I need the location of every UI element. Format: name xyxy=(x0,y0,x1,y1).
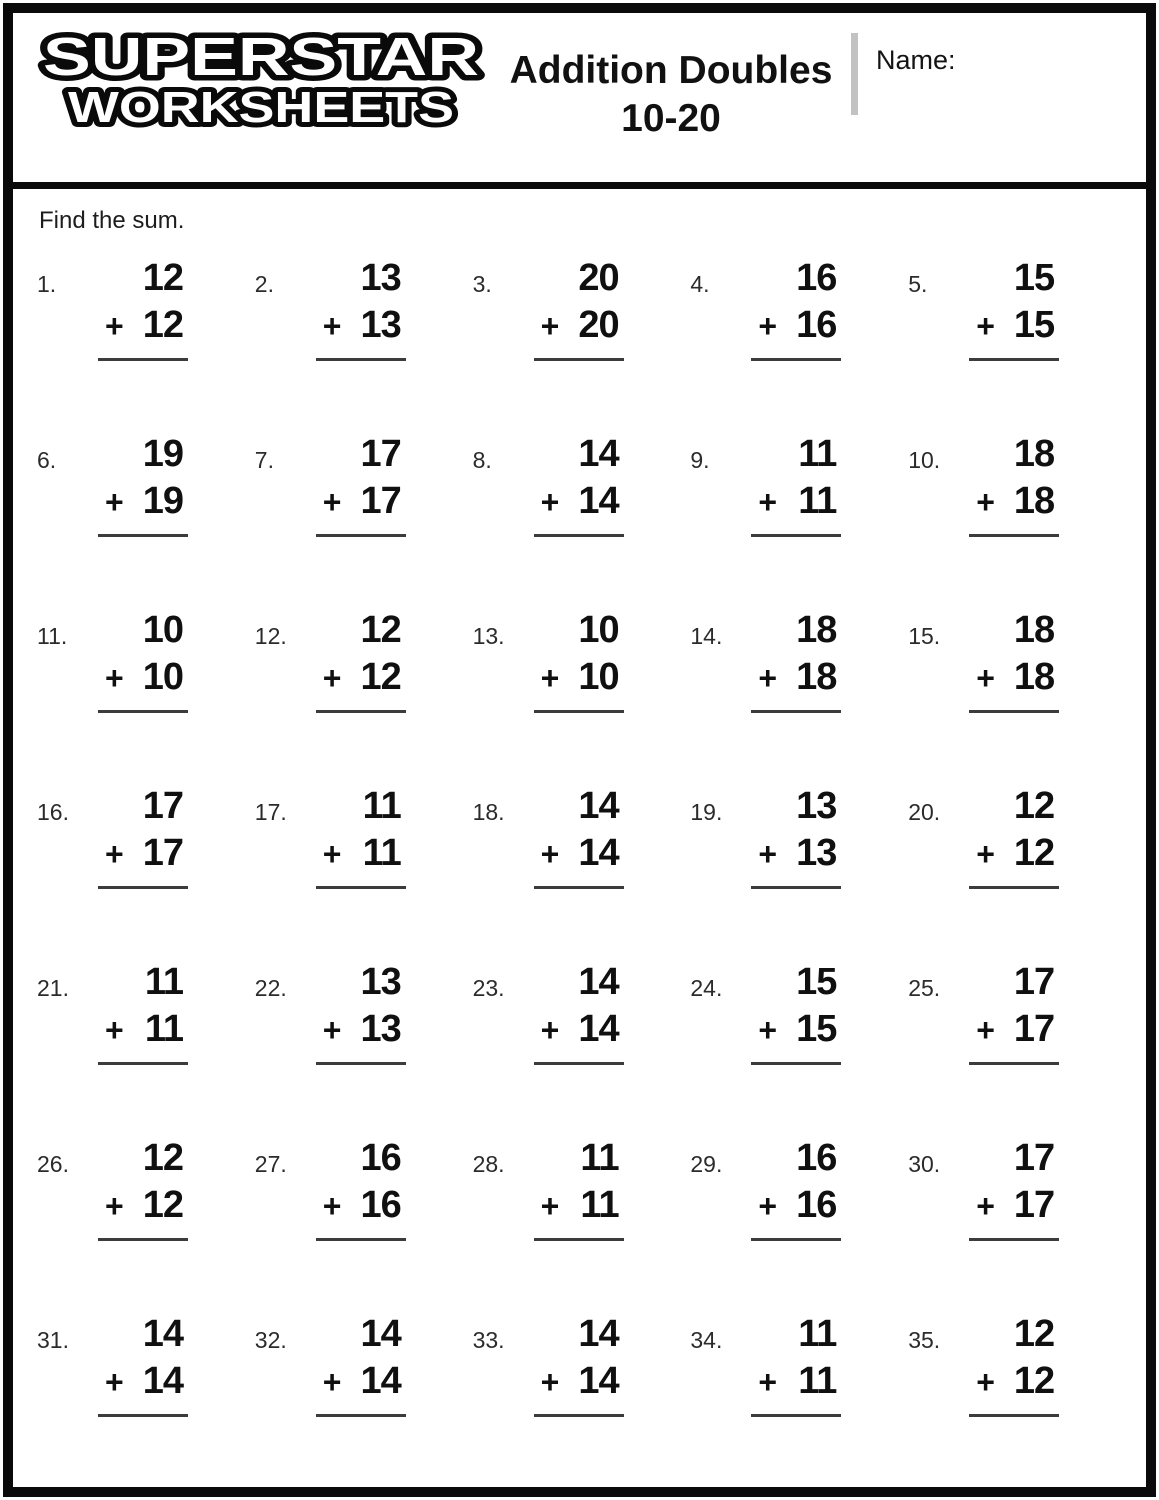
bottom-addend-row xyxy=(758,655,837,698)
problem xyxy=(255,421,473,597)
problem-number: 1. xyxy=(37,271,57,297)
bottom-addend-row xyxy=(540,479,619,522)
bottom-addend: 16 xyxy=(360,1183,401,1226)
bottom-addend-row xyxy=(758,1359,837,1402)
problem xyxy=(37,245,255,421)
bottom-addend: 15 xyxy=(1013,303,1055,346)
problem-number: 18. xyxy=(472,799,505,825)
bottom-addend-row xyxy=(540,831,619,874)
problem xyxy=(690,1125,908,1301)
top-addend: 11 xyxy=(580,1137,619,1179)
problem-work xyxy=(976,259,1054,361)
bottom-addend: 17 xyxy=(360,479,401,522)
bottom-addend-row xyxy=(758,831,837,874)
problem-work xyxy=(323,963,401,1065)
top-addend: 13 xyxy=(796,785,837,827)
problem xyxy=(37,421,255,597)
bottom-addend: 20 xyxy=(578,303,619,346)
bottom-addend: 18 xyxy=(796,655,837,698)
problem-number: 8. xyxy=(472,447,492,473)
top-addend: 12 xyxy=(1013,785,1055,827)
answer-line xyxy=(316,1414,406,1417)
top-addend: 12 xyxy=(142,1137,183,1179)
bottom-addend-row xyxy=(540,303,619,346)
bottom-addend: 12 xyxy=(142,303,183,346)
answer-line xyxy=(969,534,1059,537)
worksheet-page xyxy=(3,3,1156,1497)
problem-number: 33. xyxy=(472,1327,505,1353)
top-addend: 14 xyxy=(578,1313,619,1355)
name-field-area xyxy=(851,33,1159,115)
plus-icon: + xyxy=(540,483,560,520)
superstar-worksheets-logo xyxy=(31,29,491,142)
problem xyxy=(255,949,473,1125)
problem-number: 3. xyxy=(472,271,492,297)
answer-line xyxy=(969,710,1059,713)
answer-line xyxy=(98,534,188,537)
bottom-addend: 17 xyxy=(1013,1007,1055,1050)
bottom-addend: 13 xyxy=(796,831,837,874)
problem-number: 30. xyxy=(908,1151,941,1177)
problem xyxy=(690,949,908,1125)
bottom-addend: 12 xyxy=(1013,1359,1055,1402)
problem-work xyxy=(105,1315,183,1417)
problem-number: 4. xyxy=(690,271,710,297)
problem-work xyxy=(541,611,619,713)
top-addend: 13 xyxy=(360,257,401,299)
problem-work xyxy=(758,435,836,537)
bottom-addend-row xyxy=(758,1007,837,1050)
problems-grid xyxy=(37,245,1126,1477)
answer-line xyxy=(751,1414,841,1417)
plus-icon: + xyxy=(322,659,342,696)
worksheet-header xyxy=(13,13,1146,189)
plus-icon: + xyxy=(976,307,995,344)
problem-number: 7. xyxy=(254,447,274,473)
answer-line xyxy=(316,886,406,889)
top-addend: 14 xyxy=(142,1313,183,1355)
answer-line xyxy=(969,358,1059,361)
plus-icon: + xyxy=(976,1363,995,1400)
problem xyxy=(37,1125,255,1301)
bottom-addend-row xyxy=(105,479,183,522)
problem-work xyxy=(758,259,836,361)
problem-number: 13. xyxy=(472,623,505,649)
problem xyxy=(690,773,908,949)
problem xyxy=(473,1301,691,1477)
problem-work xyxy=(541,1139,619,1241)
plus-icon: + xyxy=(322,307,342,344)
bottom-addend-row xyxy=(976,303,1055,346)
problem xyxy=(473,1125,691,1301)
top-addend: 14 xyxy=(360,1313,401,1355)
problem-number: 12. xyxy=(254,623,287,649)
top-addend: 12 xyxy=(1013,1313,1055,1355)
top-addend: 17 xyxy=(1013,961,1055,1003)
answer-line xyxy=(98,710,188,713)
problem-work xyxy=(105,435,183,537)
bottom-addend: 14 xyxy=(578,1359,619,1402)
bottom-addend-row xyxy=(105,303,183,346)
bottom-addend: 14 xyxy=(578,479,619,522)
problem-work xyxy=(105,611,183,713)
problem-work xyxy=(105,1139,183,1241)
top-addend: 20 xyxy=(578,257,619,299)
answer-line xyxy=(751,886,841,889)
problem xyxy=(255,245,473,421)
problem-number: 9. xyxy=(690,447,710,473)
top-addend: 11 xyxy=(362,785,401,827)
plus-icon: + xyxy=(105,835,124,872)
problem xyxy=(255,773,473,949)
bottom-addend: 16 xyxy=(796,303,837,346)
worksheet-body xyxy=(13,189,1146,1487)
plus-icon: + xyxy=(976,1187,995,1224)
plus-icon: + xyxy=(758,1363,778,1400)
top-addend: 16 xyxy=(796,1137,837,1179)
bottom-addend-row xyxy=(322,1359,401,1402)
problem-number: 6. xyxy=(37,447,57,473)
problem xyxy=(255,1125,473,1301)
bottom-addend-row xyxy=(976,655,1055,698)
bottom-addend: 17 xyxy=(142,831,183,874)
bottom-addend-row xyxy=(105,1007,183,1050)
plus-icon: + xyxy=(105,1187,124,1224)
instruction-text: Find the sum. xyxy=(39,207,185,234)
problem xyxy=(473,949,691,1125)
top-addend: 10 xyxy=(142,609,183,651)
plus-icon: + xyxy=(105,1011,124,1048)
problem-number: 29. xyxy=(690,1151,723,1177)
bottom-addend-row xyxy=(322,655,401,698)
problem-work xyxy=(976,787,1054,889)
problem xyxy=(473,773,691,949)
answer-line xyxy=(534,534,624,537)
bottom-addend: 13 xyxy=(360,303,401,346)
problem-number: 26. xyxy=(37,1151,69,1177)
problem xyxy=(908,421,1126,597)
plus-icon: + xyxy=(758,1187,778,1224)
problem xyxy=(473,597,691,773)
bottom-addend: 13 xyxy=(360,1007,401,1050)
answer-line xyxy=(534,710,624,713)
problem-number: 28. xyxy=(472,1151,505,1177)
answer-line xyxy=(969,886,1059,889)
title-line2: 10-20 xyxy=(621,96,721,140)
bottom-addend: 11 xyxy=(798,479,837,522)
problem-number: 5. xyxy=(908,271,928,297)
answer-line xyxy=(751,358,841,361)
answer-line xyxy=(98,1238,188,1241)
answer-line xyxy=(969,1062,1059,1065)
problem xyxy=(473,421,691,597)
problem-number: 34. xyxy=(690,1327,723,1353)
problem-work xyxy=(541,1315,619,1417)
top-addend: 18 xyxy=(1013,433,1055,475)
answer-line xyxy=(98,1414,188,1417)
plus-icon: + xyxy=(758,483,778,520)
answer-line xyxy=(534,358,624,361)
top-addend: 11 xyxy=(144,961,183,1003)
top-addend: 17 xyxy=(360,433,401,475)
problem-work xyxy=(976,1315,1054,1417)
top-addend: 11 xyxy=(798,1313,837,1355)
bottom-addend: 18 xyxy=(1013,655,1055,698)
name-divider-bar xyxy=(851,33,858,115)
problem-work xyxy=(758,1139,836,1241)
bottom-addend-row xyxy=(976,1007,1055,1050)
answer-line xyxy=(534,1062,624,1065)
problem xyxy=(690,245,908,421)
top-addend: 19 xyxy=(142,433,183,475)
problem xyxy=(37,1301,255,1477)
top-addend: 17 xyxy=(142,785,183,827)
bottom-addend: 11 xyxy=(580,1183,619,1226)
answer-line xyxy=(316,1062,406,1065)
plus-icon: + xyxy=(322,1363,342,1400)
problem-number: 16. xyxy=(37,799,69,825)
bottom-addend: 11 xyxy=(798,1359,837,1402)
problem-work xyxy=(323,787,401,889)
top-addend: 18 xyxy=(1013,609,1055,651)
bottom-addend-row xyxy=(758,479,837,522)
logo-text-line1: SUPERSTAR xyxy=(43,29,479,87)
answer-line xyxy=(98,886,188,889)
bottom-addend: 12 xyxy=(1013,831,1055,874)
top-addend: 12 xyxy=(360,609,401,651)
logo-text-line2: WORKSHEETS xyxy=(68,83,455,132)
problem xyxy=(908,597,1126,773)
top-addend: 15 xyxy=(796,961,837,1003)
plus-icon: + xyxy=(758,307,778,344)
problem-work xyxy=(105,787,183,889)
bottom-addend-row xyxy=(105,831,183,874)
top-addend: 13 xyxy=(360,961,401,1003)
problem-number: 20. xyxy=(908,799,941,825)
bottom-addend: 14 xyxy=(142,1359,183,1402)
top-addend: 11 xyxy=(798,433,837,475)
problem xyxy=(37,597,255,773)
problem-number: 11. xyxy=(37,623,68,649)
problem xyxy=(690,597,908,773)
problem-number: 32. xyxy=(254,1327,287,1353)
problem xyxy=(255,1301,473,1477)
top-addend: 17 xyxy=(1013,1137,1055,1179)
plus-icon: + xyxy=(322,483,342,520)
plus-icon: + xyxy=(322,1187,342,1224)
problem xyxy=(908,949,1126,1125)
problem-number: 17. xyxy=(254,799,287,825)
bottom-addend: 14 xyxy=(360,1359,401,1402)
problem-number: 31. xyxy=(37,1327,69,1353)
problem-work xyxy=(105,963,183,1065)
problem-number: 22. xyxy=(254,975,287,1001)
problem-number: 2. xyxy=(254,271,274,297)
problem-number: 19. xyxy=(690,799,723,825)
problem-work xyxy=(323,259,401,361)
answer-line xyxy=(751,1062,841,1065)
problem xyxy=(690,421,908,597)
bottom-addend-row xyxy=(540,655,619,698)
problem-work xyxy=(541,435,619,537)
bottom-addend: 12 xyxy=(360,655,401,698)
problem-number: 24. xyxy=(690,975,723,1001)
bottom-addend-row xyxy=(105,655,183,698)
worksheet-title xyxy=(491,47,851,142)
problem xyxy=(908,1125,1126,1301)
bottom-addend-row xyxy=(758,303,837,346)
plus-icon: + xyxy=(758,1011,778,1048)
plus-icon: + xyxy=(758,659,778,696)
top-addend: 16 xyxy=(796,257,837,299)
top-addend: 12 xyxy=(142,257,183,299)
problem-number: 23. xyxy=(472,975,505,1001)
answer-line xyxy=(969,1414,1059,1417)
plus-icon: + xyxy=(105,483,124,520)
problem-number: 21. xyxy=(37,975,69,1001)
name-label: Name: xyxy=(876,45,956,75)
bottom-addend-row xyxy=(105,1359,183,1402)
bottom-addend: 19 xyxy=(142,479,183,522)
answer-line xyxy=(316,710,406,713)
problem-number: 27. xyxy=(254,1151,287,1177)
top-addend: 18 xyxy=(796,609,837,651)
bottom-addend-row xyxy=(322,1183,401,1226)
problem xyxy=(255,597,473,773)
plus-icon: + xyxy=(322,835,342,872)
problem xyxy=(908,773,1126,949)
plus-icon: + xyxy=(976,835,995,872)
problem-work xyxy=(323,435,401,537)
problem-work xyxy=(758,611,836,713)
problem xyxy=(908,245,1126,421)
plus-icon: + xyxy=(540,1011,560,1048)
bottom-addend: 11 xyxy=(144,1007,183,1050)
answer-line xyxy=(751,534,841,537)
problem-work xyxy=(976,611,1054,713)
bottom-addend: 17 xyxy=(1013,1183,1055,1226)
plus-icon: + xyxy=(540,659,560,696)
problem-work xyxy=(758,787,836,889)
bottom-addend: 12 xyxy=(142,1183,183,1226)
bottom-addend-row xyxy=(758,1183,837,1226)
top-addend: 15 xyxy=(1013,257,1055,299)
answer-line xyxy=(98,358,188,361)
plus-icon: + xyxy=(976,483,995,520)
bottom-addend-row xyxy=(976,479,1055,522)
problem-number: 15. xyxy=(908,623,941,649)
bottom-addend: 10 xyxy=(142,655,183,698)
bottom-addend-row xyxy=(322,479,401,522)
plus-icon: + xyxy=(322,1011,342,1048)
answer-line xyxy=(751,710,841,713)
bottom-addend: 14 xyxy=(578,831,619,874)
problem xyxy=(473,245,691,421)
bottom-addend-row xyxy=(976,1183,1055,1226)
problem xyxy=(908,1301,1126,1477)
answer-line xyxy=(969,1238,1059,1241)
bottom-addend-row xyxy=(976,1359,1055,1402)
problem-work xyxy=(541,787,619,889)
answer-line xyxy=(98,1062,188,1065)
problem-work xyxy=(323,1315,401,1417)
plus-icon: + xyxy=(976,659,995,696)
bottom-addend-row xyxy=(540,1007,619,1050)
problem-number: 10. xyxy=(908,447,941,473)
answer-line xyxy=(534,1238,624,1241)
top-addend: 14 xyxy=(578,785,619,827)
problem-work xyxy=(323,611,401,713)
bottom-addend-row xyxy=(105,1183,183,1226)
logo-graphic xyxy=(31,29,491,137)
answer-line xyxy=(316,534,406,537)
plus-icon: + xyxy=(105,659,124,696)
plus-icon: + xyxy=(758,835,778,872)
plus-icon: + xyxy=(540,1187,560,1224)
answer-line xyxy=(316,358,406,361)
problem-work xyxy=(758,1315,836,1417)
top-addend: 14 xyxy=(578,433,619,475)
bottom-addend-row xyxy=(322,303,401,346)
plus-icon: + xyxy=(540,307,560,344)
plus-icon: + xyxy=(540,1363,560,1400)
plus-icon: + xyxy=(976,1011,995,1048)
title-line1: Addition Doubles xyxy=(509,49,833,92)
problem xyxy=(690,1301,908,1477)
top-addend: 14 xyxy=(578,961,619,1003)
top-addend: 10 xyxy=(578,609,619,651)
problem-work xyxy=(323,1139,401,1241)
top-addend: 16 xyxy=(360,1137,401,1179)
plus-icon: + xyxy=(540,835,560,872)
answer-line xyxy=(534,1414,624,1417)
problem xyxy=(37,773,255,949)
bottom-addend-row xyxy=(322,831,401,874)
bottom-addend: 18 xyxy=(1013,479,1055,522)
problem-work xyxy=(105,259,183,361)
problem-number: 25. xyxy=(908,975,941,1001)
problem-work xyxy=(541,963,619,1065)
problem-work xyxy=(758,963,836,1065)
problem-work xyxy=(541,259,619,361)
bottom-addend: 15 xyxy=(796,1007,837,1050)
problem xyxy=(37,949,255,1125)
plus-icon: + xyxy=(105,307,124,344)
bottom-addend-row xyxy=(976,831,1055,874)
problem-work xyxy=(976,963,1054,1065)
problem-number: 14. xyxy=(690,623,723,649)
bottom-addend: 11 xyxy=(362,831,401,874)
problem-work xyxy=(976,435,1054,537)
bottom-addend-row xyxy=(540,1359,619,1402)
bottom-addend-row xyxy=(540,1183,619,1226)
plus-icon: + xyxy=(105,1363,124,1400)
problem-work xyxy=(976,1139,1054,1241)
answer-line xyxy=(751,1238,841,1241)
bottom-addend: 16 xyxy=(796,1183,837,1226)
bottom-addend: 10 xyxy=(578,655,619,698)
problem-number: 35. xyxy=(908,1327,941,1353)
answer-line xyxy=(534,886,624,889)
bottom-addend-row xyxy=(322,1007,401,1050)
answer-line xyxy=(316,1238,406,1241)
bottom-addend: 14 xyxy=(578,1007,619,1050)
